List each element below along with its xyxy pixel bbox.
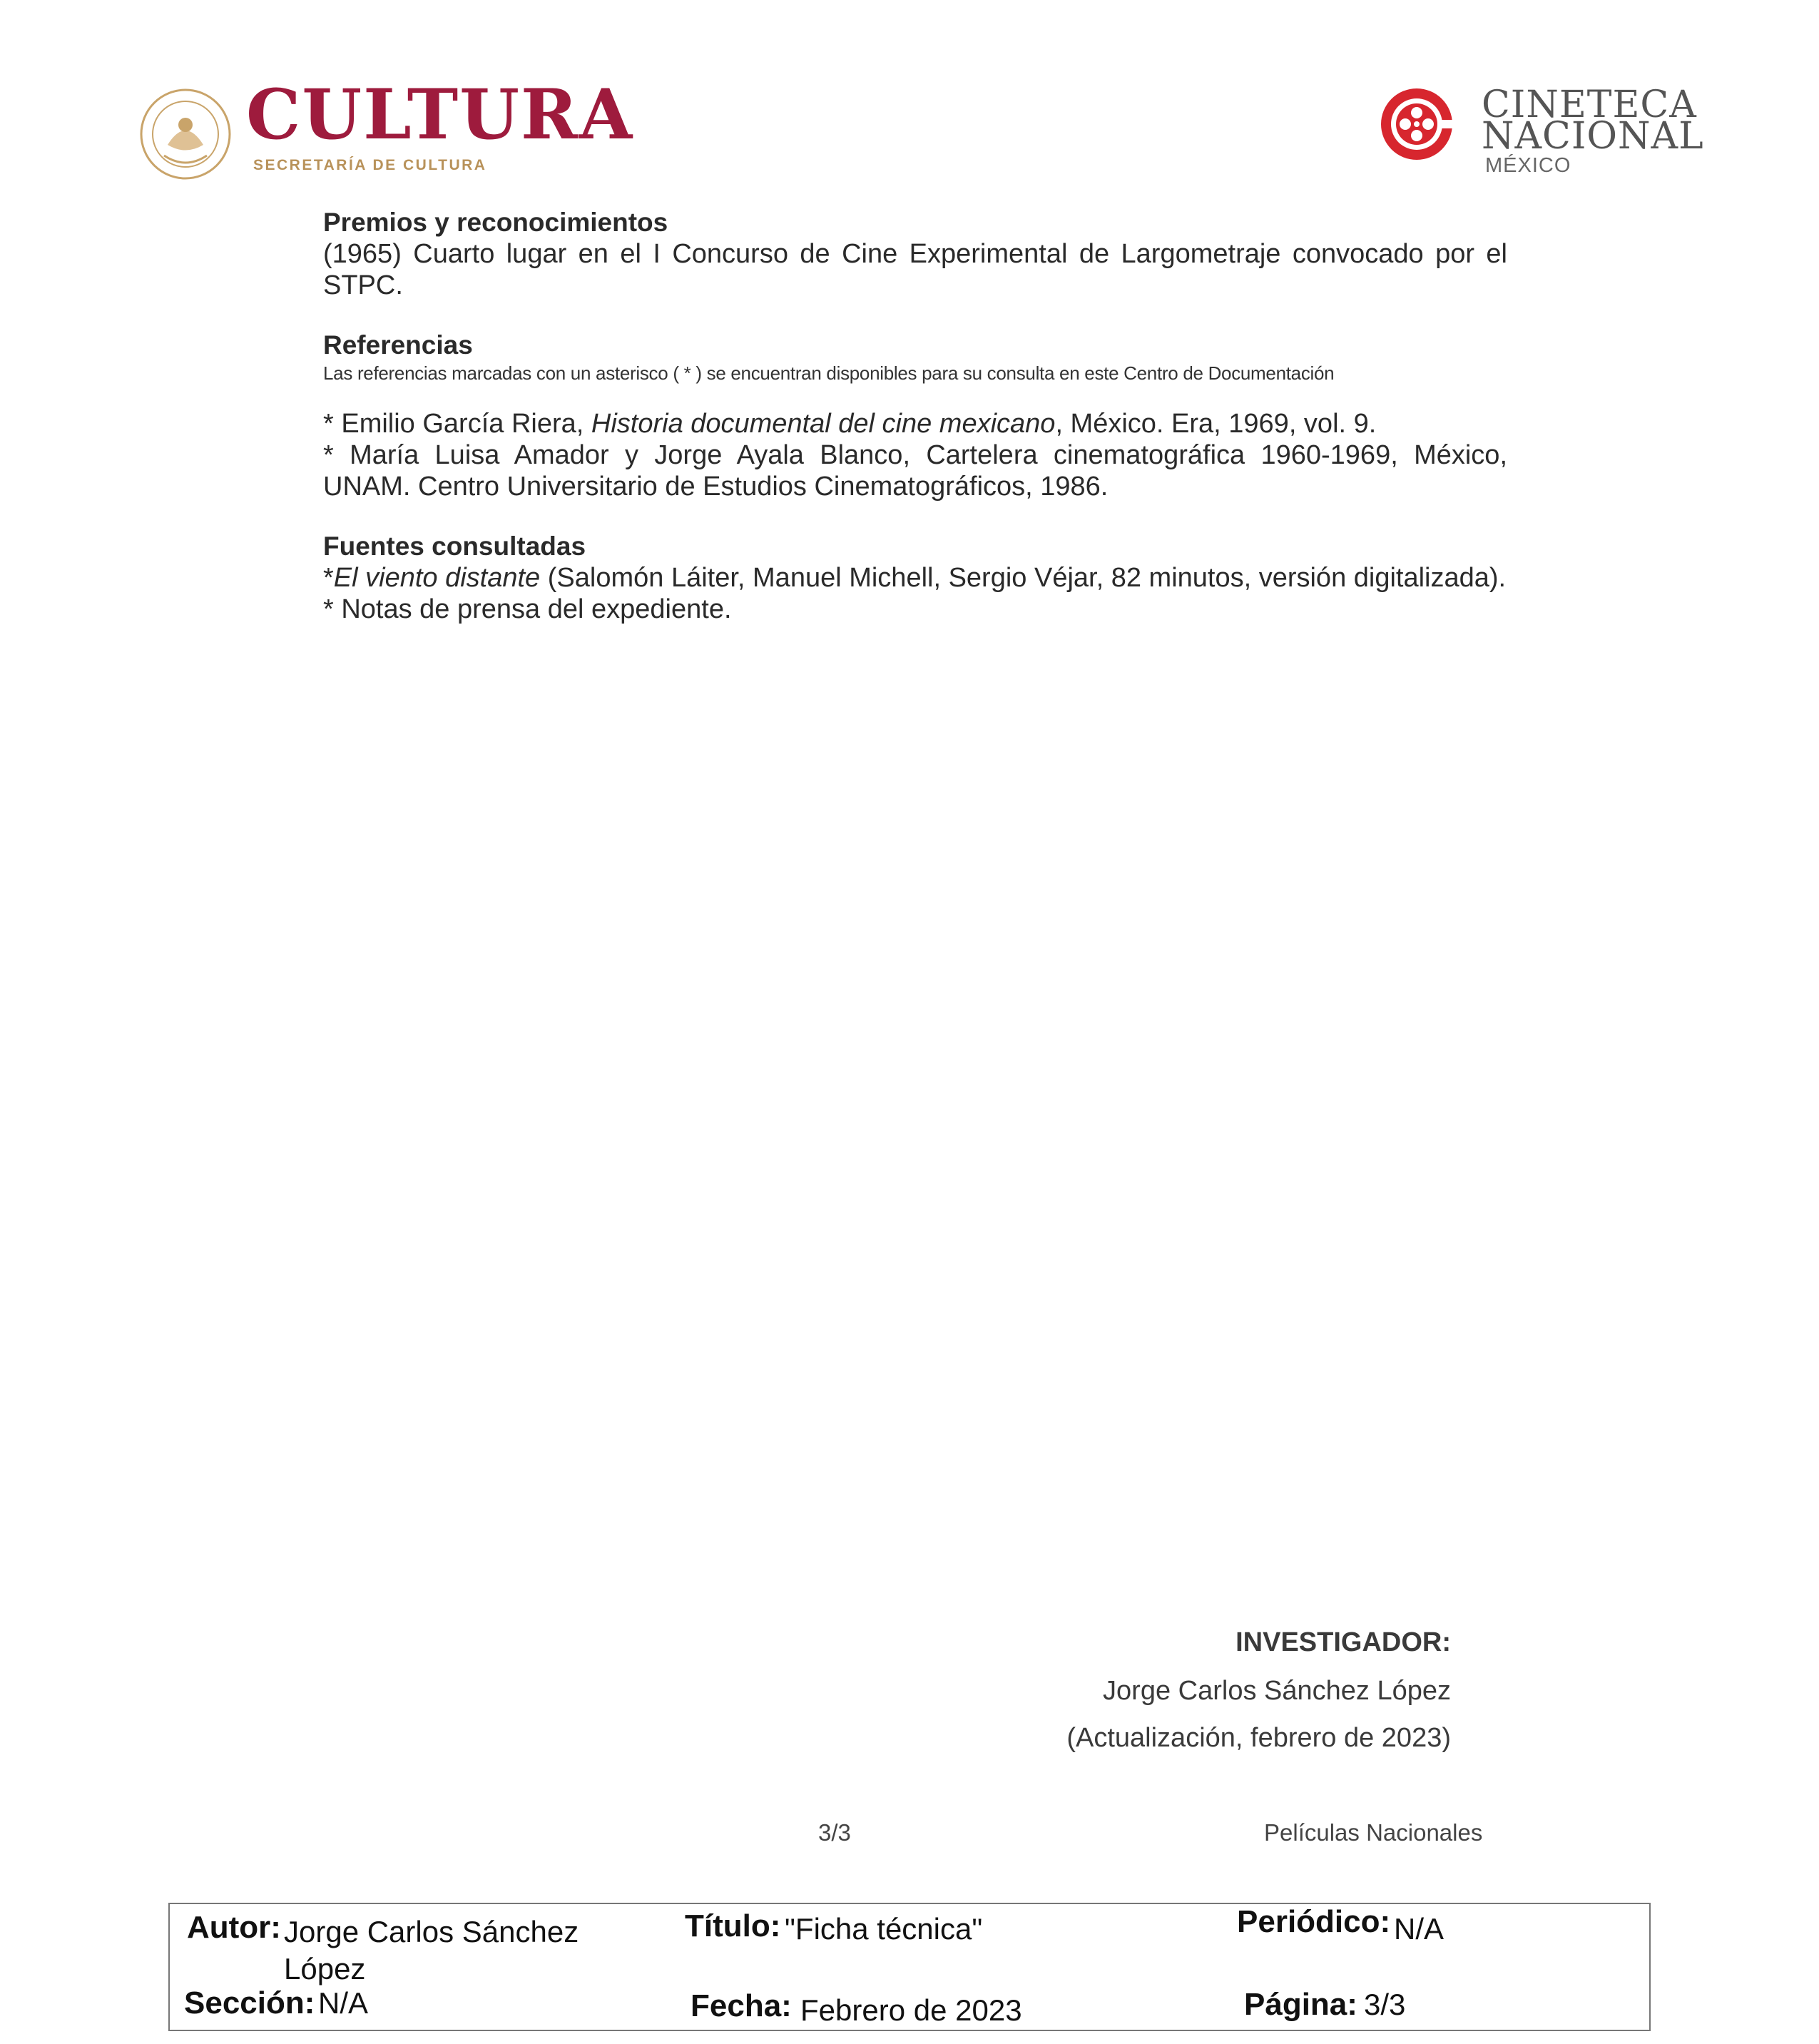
source-title: El viento distante	[333, 563, 541, 593]
investigator-update: (Actualización, febrero de 2023)	[1066, 1723, 1451, 1753]
cineteca-line1: CINETECA	[1482, 83, 1697, 126]
seccion-label: Sección:	[184, 1985, 315, 2020]
coat-of-arms-seal-icon	[139, 88, 232, 180]
reference-title: Historia documental del cine mexicano	[591, 409, 1056, 439]
references-note: Las referencias marcadas con un asterisco ( * ) se encuentran disponibles para su consulta en este Centro de Documentación	[323, 362, 1335, 384]
source-item: * Notas de prensa del expediente.	[323, 594, 732, 624]
reference-item: * María Luisa Amador y Jorge Ayala Blanco, Cartelera cinematográfica 1960-1969, México, UNAM. Centro Universitario de Estudios Cinematográficos, 1986.	[323, 440, 1507, 502]
autor-value-line1: Jorge Carlos Sánchez	[284, 1915, 579, 1948]
investigator-title: INVESTIGADOR:	[1235, 1627, 1451, 1657]
awards-text: (1965) Cuarto lugar en el I Concurso de Cine Experimental de Largometraje convocado por el STPC.	[323, 239, 1507, 300]
titulo-label: Título:	[685, 1908, 781, 1943]
reference-item: * Emilio García Riera, Historia documental del cine mexicano, México. Era, 1969, vol. 9.	[323, 409, 1377, 439]
metadata-footer-table	[168, 1903, 1651, 2031]
pagina-label: Página:	[1244, 1987, 1357, 2022]
periodico-value: N/A	[1394, 1912, 1444, 1946]
autor-label: Autor:	[187, 1910, 281, 1945]
pagina-value: 3/3	[1364, 1988, 1406, 2021]
investigator-block	[1066, 1627, 1451, 1754]
fecha-value: Febrero de 2023	[800, 1993, 1022, 2027]
page-number: 3/3	[818, 1819, 851, 1846]
cineteca-line2: NACIONAL	[1482, 115, 1704, 158]
document-body	[323, 207, 1507, 625]
cultura-title: CULTURA	[246, 74, 634, 155]
titulo-value: "Ficha técnica"	[785, 1912, 983, 1946]
cineteca-logo	[1377, 82, 1705, 182]
film-reel-icon	[1377, 84, 1457, 164]
references-heading: Referencias	[323, 330, 473, 360]
cultura-logo	[139, 74, 634, 189]
autor-value-line2: López	[284, 1952, 366, 1985]
awards-heading: Premios y reconocimientos	[323, 208, 668, 237]
page-section: Películas Nacionales	[1264, 1819, 1483, 1846]
periodico-label: Periódico:	[1237, 1904, 1391, 1939]
fecha-label: Fecha:	[691, 1988, 792, 2023]
cultura-subtitle: SECRETARÍA DE CULTURA	[253, 157, 487, 173]
seccion-value: N/A	[318, 1986, 369, 2020]
cineteca-line3: MÉXICO	[1485, 154, 1571, 177]
sources-heading: Fuentes consultadas	[323, 532, 586, 561]
investigator-name: Jorge Carlos Sánchez López	[1103, 1676, 1451, 1706]
source-item: *El viento distante (Salomón Láiter, Manuel Michell, Sergio Véjar, 82 minutos, versión digitalizada).	[323, 563, 1507, 593]
